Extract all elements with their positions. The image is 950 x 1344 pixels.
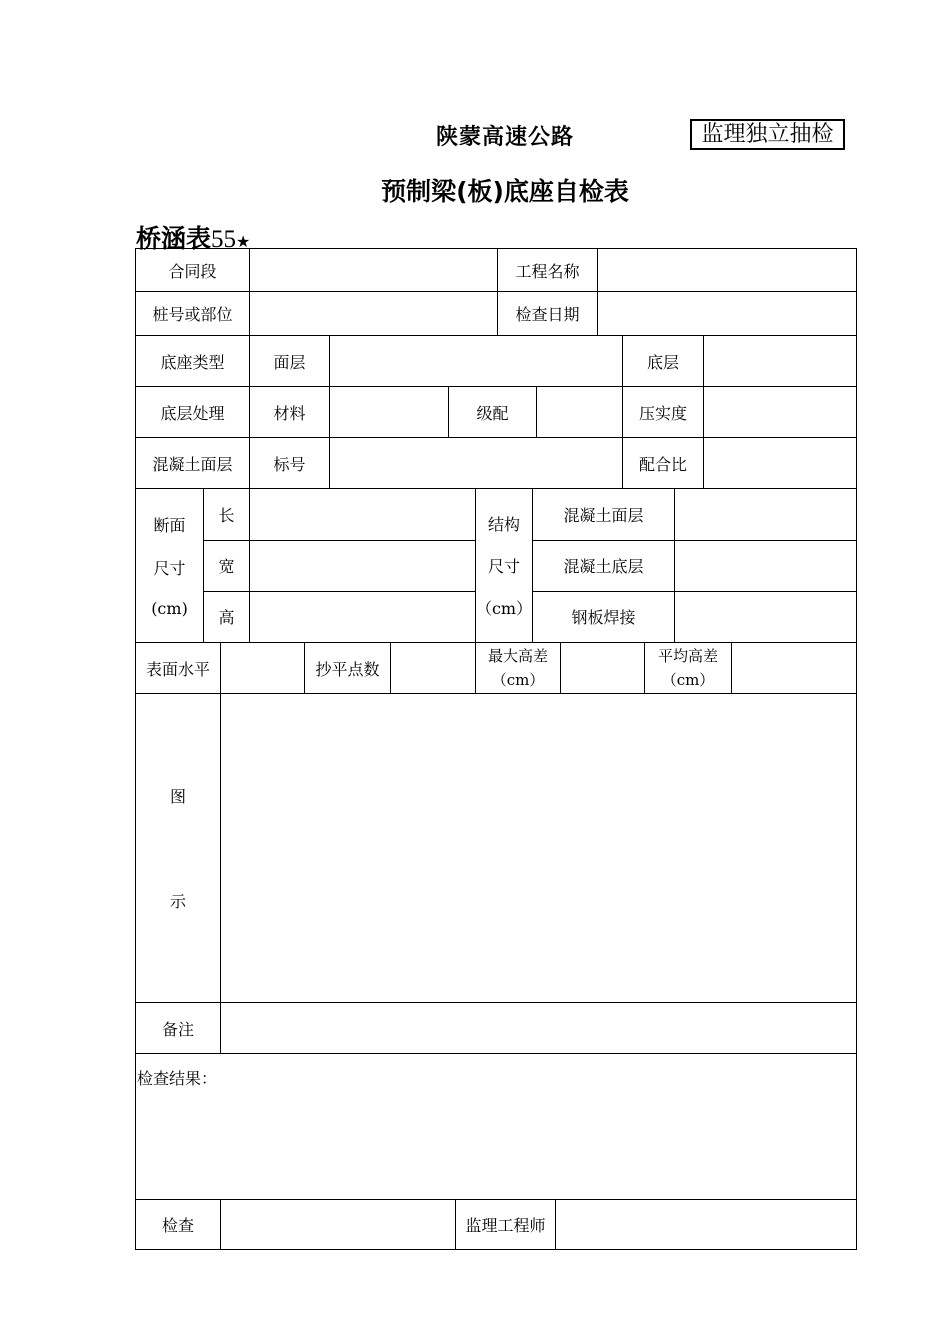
project-name-field[interactable] [598,249,856,291]
section-label-line1: 断面 [153,516,186,535]
struct-divider-1 [533,540,856,541]
steel-weld-label: 钢板焊接 [533,591,675,642]
section-size-label [136,489,204,642]
base-treatment-label: 底层处理 [136,387,250,437]
project-name-label: 工程名称 [498,249,598,291]
row-check-result[interactable] [135,1053,857,1200]
level-points-field[interactable] [391,643,476,693]
grading-label: 级配 [449,387,537,437]
supervisor-field[interactable] [556,1200,856,1249]
mix-ratio-field[interactable] [704,438,856,488]
width-label: 宽 [204,540,250,591]
remarks-field[interactable] [221,1003,856,1053]
compaction-label: 压实度 [623,387,704,437]
row-concrete-surface [135,437,857,489]
station-field[interactable] [250,292,498,335]
struct-size-label [476,489,533,642]
diagram-label-char1: 图 [169,787,186,806]
check-result-label: 检查结果： [137,1069,218,1088]
height-label: 高 [204,591,250,642]
bottom-layer-field[interactable] [704,336,856,386]
max-diff-field[interactable] [561,643,645,693]
compaction-field[interactable] [704,387,856,437]
grade-label: 标号 [250,438,330,488]
check-date-field[interactable] [598,292,856,335]
avg-diff-label [645,643,732,693]
struct-label-line2: 尺寸 [487,556,520,576]
base-type-label: 底座类型 [136,336,250,386]
length-field[interactable] [250,489,476,540]
diagram-label [136,694,221,1002]
form-code-prefix: 桥涵表 [136,224,212,253]
row-signature [135,1199,857,1250]
row-diagram [135,693,857,1003]
max-diff-line1: 最大高差 [487,647,548,665]
section-divider-2 [204,591,476,592]
concrete-bottom-label: 混凝土底层 [533,540,675,591]
diagram-area[interactable] [221,694,856,1002]
check-date-label: 检查日期 [498,292,598,335]
stamp-box: 监理独立抽检 [690,119,845,150]
avg-diff-field[interactable] [732,643,856,693]
concrete-top-field[interactable] [675,489,856,540]
max-diff-line2: （cm） [491,671,545,689]
grading-field[interactable] [537,387,623,437]
width-field[interactable] [250,540,476,591]
section-label-line2: 尺寸 [153,559,186,578]
diagram-label-char2: 示 [169,892,186,911]
row-surface-level [135,642,857,694]
concrete-bottom-field[interactable] [675,540,856,591]
row-section-size [135,488,857,643]
supervisor-label: 监理工程师 [456,1200,556,1249]
contract-label: 合同段 [136,249,250,291]
avg-diff-line2: （cm） [661,671,715,689]
struct-divider-2 [533,591,856,592]
length-label: 长 [204,489,250,540]
row-base-treatment [135,386,857,438]
struct-label-line1: 结构 [487,515,520,535]
star-icon: ★ [236,232,251,251]
level-points-label: 抄平点数 [305,643,391,693]
surface-layer-label: 面层 [250,336,330,386]
material-field[interactable] [330,387,449,437]
inspector-field[interactable] [221,1200,456,1249]
remarks-label: 备注 [136,1003,221,1053]
grade-field[interactable] [330,438,623,488]
surface-level-label: 表面水平 [136,643,221,693]
concrete-top-label: 混凝土面层 [533,489,675,540]
row-station [135,291,857,336]
road-name: 陕蒙高速公路 [436,125,575,150]
row-contract [135,248,857,292]
station-label: 桩号或部位 [136,292,250,335]
section-divider-1 [204,540,476,541]
form-code-number: 55 [211,226,237,253]
row-base-type [135,335,857,387]
steel-weld-field[interactable] [675,591,856,642]
struct-label-line3: （cm） [475,598,533,618]
inspector-label: 检查 [136,1200,221,1249]
mix-ratio-label: 配合比 [623,438,704,488]
height-field[interactable] [250,591,476,642]
section-label-line3: (cm) [151,599,188,618]
avg-diff-line1: 平均高差 [657,647,718,665]
surface-layer-field[interactable] [330,336,623,386]
material-label: 材料 [250,387,330,437]
max-diff-label [476,643,561,693]
contract-field[interactable] [250,249,498,291]
concrete-surface-label: 混凝土面层 [136,438,250,488]
surface-level-field[interactable] [221,643,305,693]
row-remarks [135,1002,857,1054]
form-title: 预制梁(板)底座自检表 [381,177,629,206]
bottom-layer-label: 底层 [623,336,704,386]
